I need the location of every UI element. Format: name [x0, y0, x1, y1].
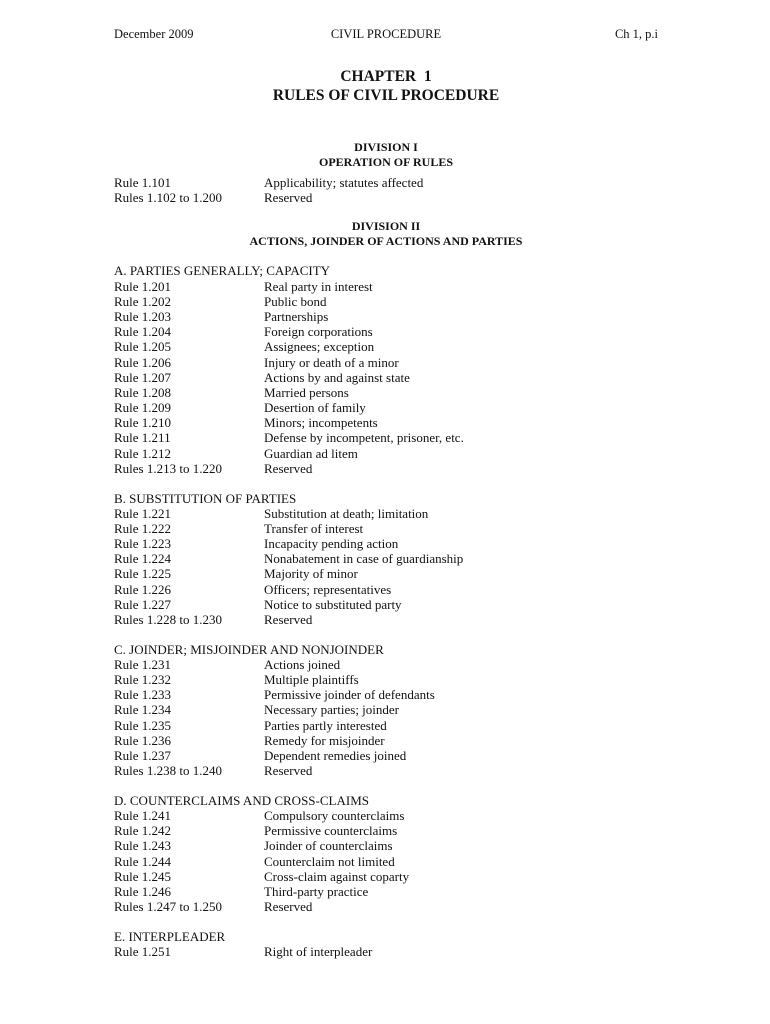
- division-2-title: ACTIONS, JOINDER OF ACTIONS AND PARTIES: [249, 234, 523, 249]
- rule-number: Rule 1.223: [114, 536, 172, 552]
- division-1-title: OPERATION OF RULES: [318, 155, 453, 169]
- rule-number: Rule 1.235: [114, 717, 172, 733]
- rule-number: Rule 1.222: [114, 520, 172, 536]
- rule-title: Defense by incompetent, prisoner, etc.: [264, 430, 464, 446]
- section-heading: E. INTERPLEADER: [114, 928, 226, 944]
- rule-title: Permissive counterclaims: [264, 823, 398, 839]
- rule-number: Rule 1.204: [114, 324, 172, 340]
- rule-entry: [114, 763, 658, 778]
- rule-number: Rule 1.227: [114, 596, 172, 612]
- header-title: CIVIL PROCEDURE: [330, 27, 442, 41]
- rule-number: Rule 1.234: [114, 702, 172, 718]
- rule-entry: [114, 536, 658, 551]
- header-page-number: Ch 1, p.i: [614, 27, 658, 41]
- rule-number: Rule 1.202: [114, 293, 172, 309]
- rule-number: Rule 1.205: [114, 339, 172, 355]
- rule-number: Rule 1.241: [114, 808, 172, 824]
- rule-title: Necessary parties; joinder: [264, 702, 400, 718]
- rule-title: Minors; incompetents: [264, 415, 378, 431]
- rule-number: Rule 1.208: [114, 384, 172, 400]
- rule-entry: [114, 823, 658, 838]
- rule-entry: [114, 854, 658, 869]
- rule-number: Rule 1.225: [114, 566, 172, 582]
- rule-title: Third-party practice: [264, 884, 369, 899]
- rule-title: Permissive joinder of defendants: [264, 687, 435, 703]
- rule-entry: [114, 551, 658, 566]
- rule-title: Real party in interest: [264, 278, 373, 294]
- chapter-number: CHAPTER 1: [340, 68, 432, 85]
- rule-number: Rule 1.232: [114, 672, 172, 688]
- rule-number: Rule 1.207: [114, 369, 172, 385]
- chapter-title: RULES OF CIVIL PROCEDURE: [272, 87, 500, 104]
- rule-number: Rule 1.101: [114, 175, 172, 190]
- rule-number: Rule 1.201: [114, 278, 172, 294]
- rule-entry: [114, 672, 658, 687]
- rule-title: Counterclaim not limited: [264, 853, 395, 869]
- rule-entry: [114, 687, 658, 702]
- rule-number: Rule 1.209: [114, 400, 172, 416]
- rule-entry: [114, 566, 658, 581]
- rule-title: Incapacity pending action: [264, 536, 399, 552]
- rule-entry: [114, 430, 658, 445]
- rule-title: Actions joined: [264, 656, 341, 672]
- rule-title: Notice to substituted party: [264, 596, 402, 612]
- rule-title: Officers; representatives: [264, 581, 392, 597]
- rule-title: Foreign corporations: [264, 324, 373, 340]
- rule-title: Partnerships: [264, 308, 329, 324]
- rule-entry: [114, 461, 658, 476]
- rule-title: Assignees; exception: [264, 339, 375, 355]
- rule-entry: [114, 506, 658, 521]
- rule-entry: [114, 400, 658, 415]
- rule-number: Rules 1.238 to 1.240: [114, 763, 222, 779]
- rule-number: Rule 1.236: [114, 732, 172, 748]
- rule-number: Rules 1.228 to 1.230: [114, 612, 222, 627]
- division-2-number: DIVISION II: [351, 219, 421, 234]
- rule-section: [114, 642, 658, 779]
- rule-entry: [114, 355, 658, 370]
- rule-title: Married persons: [264, 384, 349, 400]
- rule-number: Rule 1.210: [114, 415, 172, 431]
- rule-title: Injury or death of a minor: [264, 354, 399, 370]
- rule-title: Joinder of counterclaims: [264, 838, 393, 854]
- rule-number: Rule 1.224: [114, 551, 172, 567]
- rule-number: Rule 1.246: [114, 884, 172, 899]
- rule-section: [114, 929, 658, 959]
- rule-number: Rule 1.211: [114, 430, 171, 446]
- rule-number: Rules 1.213 to 1.220: [114, 460, 222, 476]
- rule-entry: [114, 190, 658, 205]
- division-2-sections: [114, 263, 658, 959]
- rule-number: Rules 1.102 to 1.200: [114, 190, 222, 206]
- running-header: [114, 27, 658, 43]
- rule-title: Remedy for misjoinder: [264, 732, 385, 748]
- rule-entry: [114, 521, 658, 536]
- rule-number: Rule 1.226: [114, 581, 172, 597]
- rule-title: Reserved: [264, 612, 313, 627]
- rule-number: Rule 1.243: [114, 838, 172, 854]
- rule-entry: [114, 718, 658, 733]
- rule-title: Compulsory counterclaims: [264, 808, 405, 824]
- rule-title: Public bond: [264, 293, 327, 309]
- rule-entry: [114, 612, 658, 627]
- rule-number: Rule 1.237: [114, 748, 172, 763]
- rule-number: Rule 1.212: [114, 445, 172, 461]
- division-2-heading: [114, 219, 658, 249]
- rule-number: Rule 1.245: [114, 868, 172, 884]
- section-heading: C. JOINDER; MISJOINDER AND NONJOINDER: [114, 641, 384, 657]
- rule-entry: [114, 869, 658, 884]
- rule-entry: [114, 899, 658, 914]
- rule-entry: [114, 370, 658, 385]
- rule-entry: [114, 339, 658, 354]
- rule-section: [114, 491, 658, 628]
- rule-entry: [114, 884, 658, 899]
- rule-title: Reserved: [264, 899, 313, 915]
- rule-title: Dependent remedies joined: [264, 748, 407, 763]
- section-heading: A. PARTIES GENERALLY; CAPACITY: [114, 263, 331, 279]
- rule-entry: [114, 808, 658, 823]
- division-1-rule-list: [114, 175, 658, 205]
- rule-title: Multiple plaintiffs: [264, 672, 359, 688]
- rule-title: Substitution at death; limitation: [264, 505, 429, 521]
- rule-entry: [114, 733, 658, 748]
- rule-entry: [114, 748, 658, 763]
- rule-entry: [114, 944, 658, 959]
- rule-entry: [114, 582, 658, 597]
- division-1-heading: [114, 140, 658, 170]
- rule-entry: [114, 279, 658, 294]
- rule-title: Applicability; statutes affected: [264, 175, 424, 190]
- division-1-number: DIVISION I: [354, 140, 418, 154]
- section-heading: D. COUNTERCLAIMS AND CROSS-CLAIMS: [114, 792, 369, 808]
- rule-entry: [114, 838, 658, 853]
- header-date: December 2009: [114, 27, 194, 41]
- rule-entry: [114, 657, 658, 672]
- rule-section: [114, 263, 658, 476]
- rule-number: Rule 1.221: [114, 505, 172, 521]
- rule-number: Rule 1.233: [114, 687, 172, 703]
- rule-title: Reserved: [264, 190, 313, 206]
- rule-entry: [114, 415, 658, 430]
- rule-title: Nonabatement in case of guardianship: [264, 551, 464, 567]
- rule-number: Rule 1.242: [114, 823, 172, 839]
- rule-number: Rule 1.231: [114, 656, 172, 672]
- rule-title: Cross-claim against coparty: [264, 868, 410, 884]
- rule-entry: [114, 385, 658, 400]
- section-heading: B. SUBSTITUTION OF PARTIES: [114, 490, 297, 506]
- rule-title: Guardian ad litem: [264, 445, 358, 461]
- rule-entry: [114, 446, 658, 461]
- rule-title: Actions by and against state: [264, 369, 410, 385]
- rule-title: Reserved: [264, 763, 313, 779]
- rule-title: Parties partly interested: [264, 717, 387, 733]
- rule-number: Rule 1.203: [114, 308, 172, 324]
- rule-section: [114, 793, 658, 915]
- rule-title: Majority of minor: [264, 566, 358, 582]
- rule-title: Transfer of interest: [264, 520, 364, 536]
- rule-title: Reserved: [264, 460, 313, 476]
- rule-number: Rules 1.247 to 1.250: [114, 899, 222, 915]
- rule-title: Right of interpleader: [264, 944, 373, 960]
- rule-number: Rule 1.244: [114, 853, 172, 869]
- rule-entry: [114, 294, 658, 309]
- rule-title: Desertion of family: [264, 400, 366, 416]
- rule-number: Rule 1.206: [114, 354, 172, 370]
- rule-entry: [114, 324, 658, 339]
- rule-entry: [114, 309, 658, 324]
- rule-entry: [114, 597, 658, 612]
- rule-entry: [114, 175, 658, 190]
- rule-entry: [114, 702, 658, 717]
- table-of-contents: [114, 67, 658, 959]
- rule-number: Rule 1.251: [114, 944, 172, 960]
